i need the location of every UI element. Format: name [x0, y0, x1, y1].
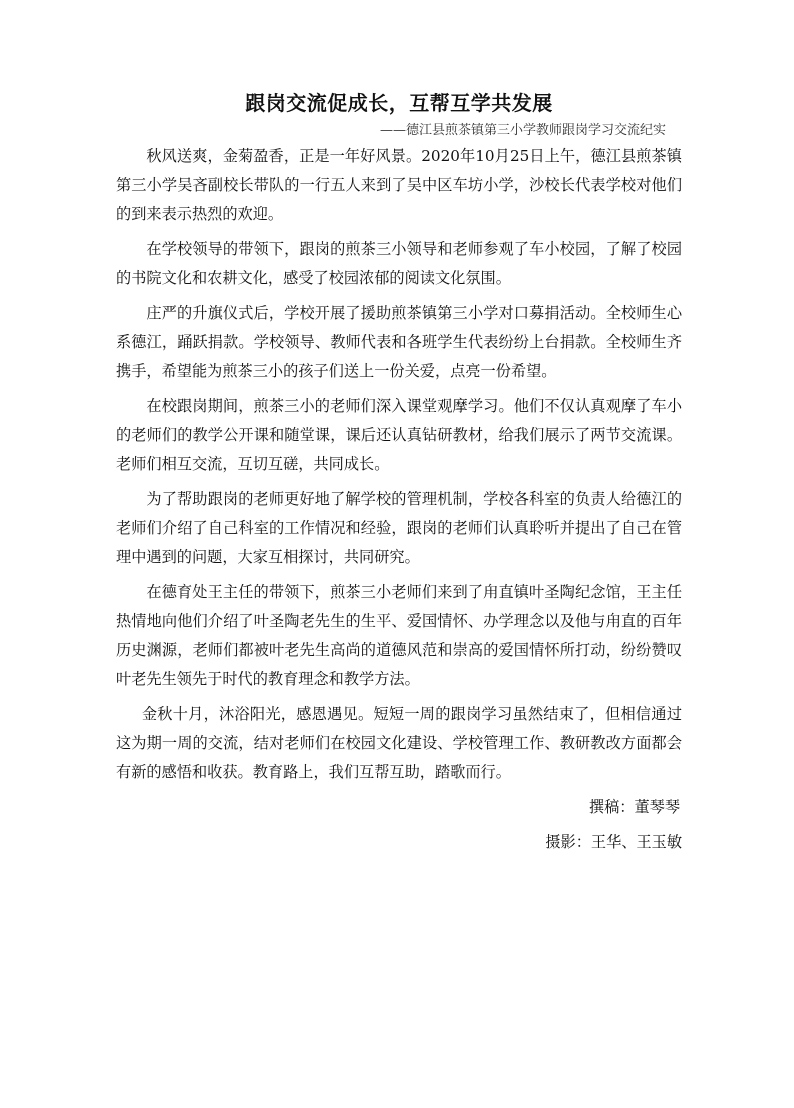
photo-credit: 摄影：王华、王玉敏	[545, 833, 682, 851]
author-credit: 撰稿：董琴琴	[588, 798, 680, 816]
article-title: 跟岗交流促成长，互帮互学共发展	[245, 91, 553, 115]
paragraph-7: 金秋十月，沐浴阳光，感恩遇见。短短一周的跟岗学习虽然结束了，但相信通过这为期一周的交流，结对老师们在校园文化建设、学校管理工作、教研教改方面都会有新的感悟和收获。教育路上，我们互帮互助，踏歌而行。	[116, 705, 682, 781]
paragraph-1: 秋风送爽，金菊盈香，正是一年好风景。2020年10月25日上午，德江县煎茶镇第三小学吴吝副校长带队的一行五人来到了吴中区车坊小学，沙校长代表学校对他们的到来表示热烈的欢迎。	[116, 147, 682, 223]
paragraph-5: 为了帮助跟岗的老师更好地了解学校的管理机制，学校各科室的负责人给德江的老师们介绍了自己科室的工作情况和经验，跟岗的老师们认真聆听并提出了自己在管理中遇到的问题，大家互相探讨，共同研究。	[116, 490, 682, 566]
paragraph-2: 在学校领导的带领下，跟岗的煎茶三小领导和老师参观了车小校园，了解了校园的书院文化和农耕文化，感受了校园浓郁的阅读文化氛围。	[116, 240, 682, 287]
paragraph-6: 在德育处王主任的带领下，煎茶三小老师们来到了甪直镇叶圣陶纪念馆，王主任热情地向他们介绍了叶圣陶老先生的生平、爱国情怀、办学理念以及他与甪直的百年历史渊源，老师们都被叶老先生高尚的道德风范和崇高的爱国情怀所打动，纷纷赞叹叶老先生领先于时代的教育理念和教学方法。	[116, 583, 682, 688]
paragraph-4: 在校跟岗期间，煎茶三小的老师们深入课堂观摩学习。他们不仅认真观摩了车小的老师们的教学公开课和随堂课，课后还认真钻研教材，给我们展示了两节交流课。老师们相互交流，互切互磋，共同成长。	[116, 397, 682, 473]
document-page	[116, 88, 682, 857]
paragraph-3: 庄严的升旗仪式后，学校开展了援助煎茶镇第三小学对口募捐活动。全校师生心系德江，踊跃捐款。学校领导、教师代表和各班学生代表纷纷上台捐款。全校师生齐携手，希望能为煎茶三小的孩子们送上一份关爱，点亮一份希望。	[116, 304, 682, 380]
article-subtitle: ——德江县煎茶镇第三小学教师跟岗学习交流纪实	[379, 123, 666, 138]
